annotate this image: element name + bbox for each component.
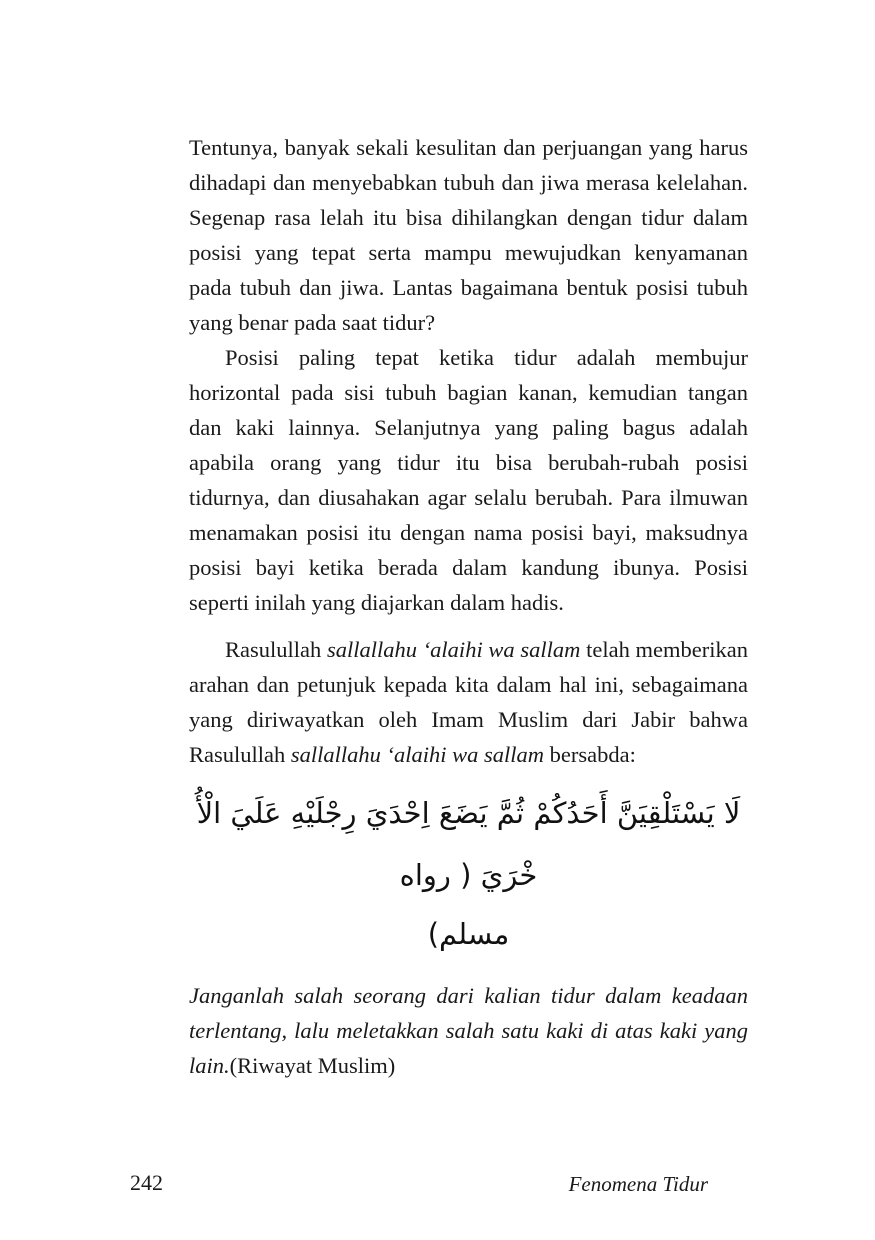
paragraph-3-text-1: Rasulullah: [225, 637, 327, 662]
translation-italic-text: Janganlah salah seorang dari kalian tidur dalam keadaan terlentang, lalu meletakkan salah satu kaki di atas kaki yang lain.: [189, 983, 748, 1078]
honorific-italic-2: sallallahu ‘alaihi wa sallam: [290, 742, 545, 767]
translation-source: (Riwayat Muslim): [229, 1053, 396, 1078]
body-text: [189, 130, 748, 1083]
paragraph-2: Posisi paling tepat ketika tidur adalah membujur horizontal pada sisi tubuh bagian kanan, kemudian tangan dan kaki lainnya. Selanjutnya yang paling bagus adalah apabila orang yang tidur itu bisa berubah-rubah posisi tidurnya, dan diusahakan agar selalu berubah. Para ilmuwan menamakan posisi itu dengan nama posisi bayi, maksudnya posisi bayi ketika berada dalam kandung ibunya. Posisi seperti inilah yang diajarkan dalam hadis.: [189, 345, 748, 615]
page-number: 242: [130, 1170, 163, 1195]
hadith-arabic-line-1: لَا يَسْتَلْقِيَنَّ أَحَدُكُمْ ثُمَّ يَضَعَ اِحْدَيَ رِجْلَيْهِ عَلَيَ الْأُ خْرَيَ ( رواه: [196, 796, 741, 892]
paragraph-3-text-3: bersabda:: [544, 742, 636, 767]
hadith-translation: [189, 978, 748, 1083]
paragraph-1: Tentunya, banyak sekali kesulitan dan perjuangan yang harus dihadapi dan menyebabkan tubuh dan jiwa merasa kelelahan. Segenap rasa lelah itu bisa dihilangkan dengan tidur dalam posisi yang tepat serta mampu mewujudkan kenyamanan pada tubuh dan jiwa. Lantas bagaimana bentuk posisi tubuh yang benar pada saat tidur?: [189, 135, 748, 335]
hadith-arabic: [189, 782, 748, 962]
paragraph-3: [189, 632, 748, 772]
running-title: Fenomena Tidur: [568, 1172, 708, 1196]
honorific-italic-1: sallallahu ‘alaihi wa sallam: [326, 637, 581, 662]
paragraph-3-text-2: telah memberikan arahan dan petunjuk kepada kita dalam hal ini, sebagaimana yang diriwayatkan oleh Imam Muslim dari Jabir bahwa Rasulullah: [189, 637, 748, 767]
hadith-arabic-line-2: مسلم): [427, 917, 510, 951]
